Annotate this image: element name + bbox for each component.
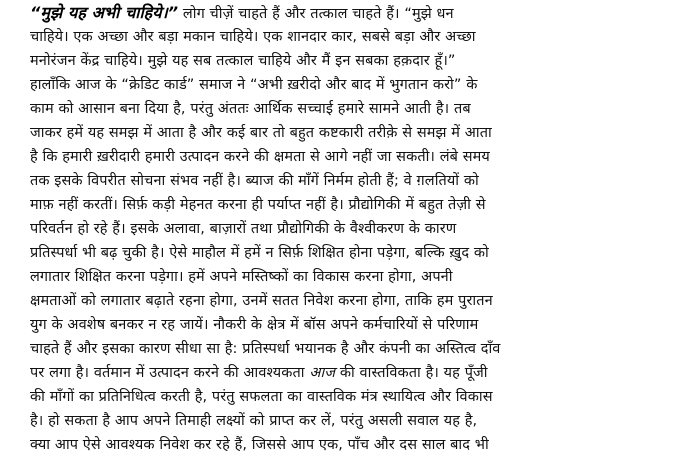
text-line-11: प्रतिस्पर्धा भी बढ़ चुकी है। ऐसे माहौल में हमें न सिर्फ़ शिक्षित होना पड़ेगा, बल्कि ख़ुद को xyxy=(30,245,489,261)
text-line-13: क्षमताओं को लगातार बढ़ाते रहना होगा, उनमें सतत निवेश करना होगा, ताकि हम पुरातन xyxy=(30,293,493,309)
text-line-1-rest: लोग चीज़ें चाहते हैं और तत्काल चाहते हैं। “मुझे धन xyxy=(182,6,454,22)
text-line-2: चाहिये। एक अच्छा और बड़ा मकान चाहिये। एक शानदार कार, सबसे बड़ा और अच्छा xyxy=(30,29,476,45)
text-line-5: काम को आसान बना दिया है, परंतु अंततः आर्थिक सच्चाई हमारे सामने आती है। तब xyxy=(30,101,471,117)
text-line-1 xyxy=(30,2,636,24)
lead-phrase: “मुझे यह अभी चाहिये।” xyxy=(30,3,179,22)
text-line-3: मनोरंजन केंद्र चाहिये। मुझे यह सब तत्काल चाहिये और मैं इन सबका हक़दार हूँ।” xyxy=(30,53,456,69)
text-line-10: परिवर्तन हो रहे हैं। इसके अलावा, बाज़ारों तथा प्रौद्योगिकी के वैश्वीकरण के कारण xyxy=(30,221,457,237)
text-line-7: है कि हमारी ख़रीदारी हमारी उत्पादन करने की क्षमता से आगे नहीं जा सकती। लंबे समय xyxy=(30,149,490,165)
text-line-19: क्या आप ऐसे आवश्यक निवेश कर रहे हैं, जिससे आप एक, पाँच और दस साल बाद भी xyxy=(30,437,489,453)
text-line-16-end: की वास्तविकता है। यह पूँजी xyxy=(339,365,488,381)
text-line-16 xyxy=(30,362,636,384)
text-line-12: लगातार शिक्षित करना पड़ेगा। हमें अपने मस्तिष्कों का विकास करना होगा, अपनी xyxy=(30,269,453,285)
text-line-15: चाहते हैं और इसका कारण सीधा सा है: प्रतिस्पर्धा भयानक है और कंपनी का अस्तित्व दाँव xyxy=(30,341,501,357)
text-line-17: की माँगों का प्रतिनिधित्व करती है, परंतु सफलता का वास्तविक मंत्र स्थायित्व और विकास xyxy=(30,389,493,405)
text-line-8: तक इसके विपरीत सोचना संभव नहीं है। ब्याज की माँगें निर्मम होती हैं; वे ग़लतियों को xyxy=(30,173,479,189)
emphasis-word: आज xyxy=(309,365,336,381)
text-line-14: युग के अवशेष बनकर न रह जायें। नौकरी के क्षेत्र में बॉस अपने कर्मचारियों से परिणाम xyxy=(30,317,479,333)
text-line-6: जाकर हमें यह समझ में आता है और कई बार तो बहुत कष्टकारी तरीक़े से समझ में आता xyxy=(30,125,492,141)
text-line-4: हालाँकि आज के “क्रेडिट कार्ड” समाज ने “अभी ख़रीदो और बाद में भुगतान करो” के xyxy=(30,77,478,93)
text-line-18: है। हो सकता है आप अपने तिमाही लक्ष्यों को प्राप्त कर लें, परंतु असली सवाल यह है, xyxy=(30,413,478,429)
text-line-16-start: पर लगा है। वर्तमान में उत्पादन करने की आवश्यकता xyxy=(30,365,305,381)
text-line-9: माफ़ नहीं करतीं। सिर्फ़ कड़ी मेहनत करना ही पर्याप्त नहीं है। प्रौद्योगिकी में बहुत तेज़ी से xyxy=(30,197,486,213)
